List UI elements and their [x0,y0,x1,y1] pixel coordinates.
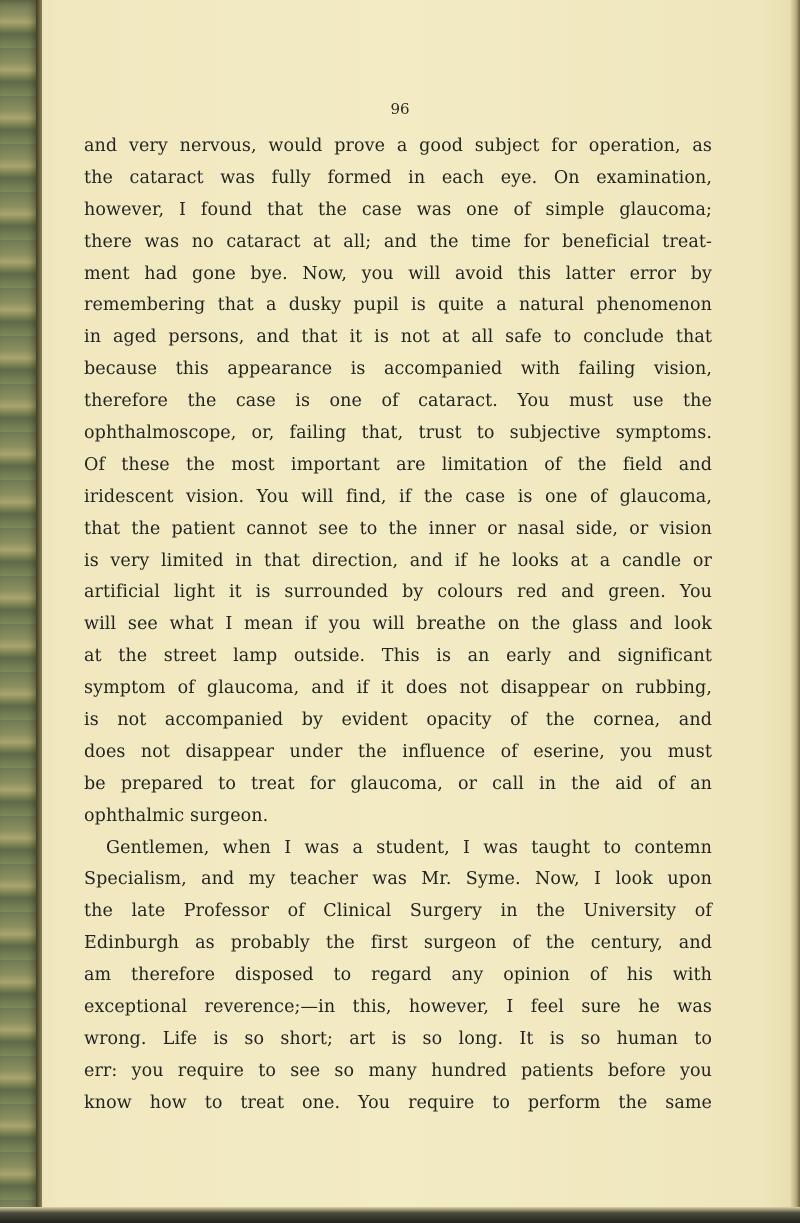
text-line: wrong. Life is so short; art is so long. It is so human to [84,1028,712,1049]
text-line: know how to treat one. You require to perform the same [84,1092,712,1113]
text-line: in aged persons, and that it is not at all safe to conclude that [84,327,712,348]
book-binding [0,0,40,1223]
text-line: remembering that a dusky pupil is quite a natural phenomenon [84,295,712,316]
text-line: Edinburgh as probably the first surgeon of the century, and [84,933,712,954]
text-line: there was no cataract at all; and the time for beneficial treat- [84,231,712,252]
text-line: Gentlemen, when I was a student, I was taught to contemn [106,837,712,858]
text-line: artificial light it is surrounded by colours red and green. You [84,582,712,603]
text-line: the cataract was fully formed in each eye. On examination, [84,167,712,188]
text-line: exceptional reverence;—in this, however, I feel sure he was [84,997,712,1018]
text-line: is very limited in that direction, and if he looks at a candle or [84,550,712,571]
text-line: however, I found that the case was one of simple glaucoma; [84,199,712,220]
text-line: therefore the case is one of cataract. You must use the [84,391,712,412]
binding-edge [36,0,42,1223]
text-line: because this appearance is accompanied with failing vision, [84,359,712,380]
text-line: am therefore disposed to regard any opinion of his with [84,965,712,986]
text-line: is not accompanied by evident opacity of the cornea, and [84,710,712,731]
body-text [84,131,712,1120]
text-line: ophthalmoscope, or, failing that, trust to subjective symptoms. [84,423,712,444]
text-line: Specialism, and my teacher was Mr. Syme. Now, I look upon [84,869,712,890]
text-line: err: you require to see so many hundred patients before you [84,1060,712,1081]
text-line: symptom of glaucoma, and if it does not disappear on rubbing, [84,678,712,699]
text-line: be prepared to treat for glaucoma, or call in the aid of an [84,773,712,794]
text-line: at the street lamp outside. This is an early and significant [84,646,712,667]
text-line: does not disappear under the influence of eserine, you must [84,741,712,762]
page-bottom-edge [0,1207,800,1223]
page-number: 96 [390,100,410,118]
text-line: the late Professor of Clinical Surgery in the University of [84,901,712,922]
text-line: and very nervous, would prove a good subject for operation, as [84,136,712,156]
page-right-edge [790,0,800,1223]
text-line: ophthalmic surgeon. [84,805,269,826]
text-line: Of these the most important are limitation of the field and [84,454,712,475]
text-line: that the patient cannot see to the inner or nasal side, or vision [84,518,712,539]
text-line: will see what I mean if you will breathe on the glass and look [84,614,712,635]
text-line: ment had gone bye. Now, you will avoid this latter error by [84,263,712,284]
text-line: iridescent vision. You will find, if the case is one of glaucoma, [84,486,712,507]
